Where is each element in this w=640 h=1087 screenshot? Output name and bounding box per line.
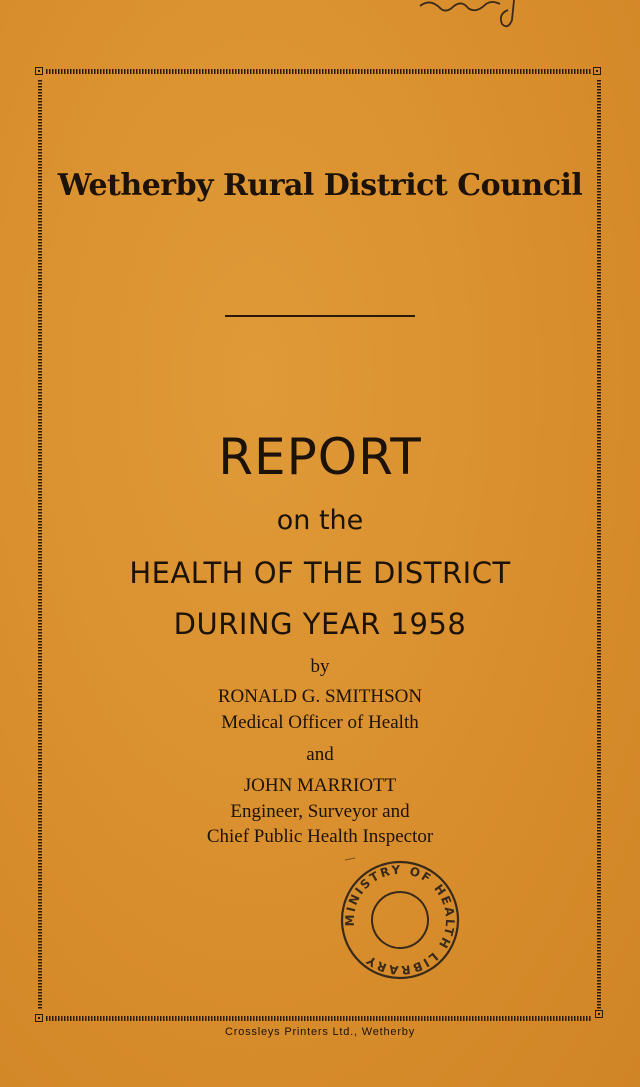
stamp-text: MINISTRY OF HEALTH LIBRARY xyxy=(342,862,458,978)
frame-corner-icon xyxy=(593,67,601,75)
frame-border-top xyxy=(46,69,592,74)
printer-imprint: Crossleys Printers Ltd., Wetherby xyxy=(224,1026,416,1038)
and-label: and xyxy=(306,744,334,765)
author2-title-line2: Chief Public Health Inspector xyxy=(206,826,434,847)
frame-border-bottom xyxy=(46,1016,592,1021)
author1-title: Medical Officer of Health xyxy=(221,712,419,733)
author2-title-line1: Engineer, Surveyor and xyxy=(230,801,410,822)
author1-name: RONALD G. SMITHSON xyxy=(217,686,423,707)
handwritten-annotation xyxy=(400,0,540,30)
council-name: Wetherby Rural District Council xyxy=(57,168,583,203)
author2-name: JOHN MARRIOTT xyxy=(243,775,397,796)
frame-corner-icon xyxy=(35,1014,43,1022)
library-stamp-icon xyxy=(335,855,465,985)
frame-corner-icon xyxy=(35,67,43,75)
report-subtitle-on-the: on the xyxy=(276,505,364,536)
report-subtitle-year: DURING YEAR 1958 xyxy=(173,607,467,641)
frame-corner-icon xyxy=(595,1010,603,1018)
frame-border-left xyxy=(38,80,42,1010)
report-title: REPORT xyxy=(218,428,422,486)
divider-rule xyxy=(225,315,415,317)
svg-text:MINISTRY OF HEALTH LIBRARY xyxy=(335,855,464,984)
frame-border-right xyxy=(597,80,601,1010)
report-subtitle-health: HEALTH OF THE DISTRICT xyxy=(129,556,511,590)
by-label: by xyxy=(310,656,330,677)
